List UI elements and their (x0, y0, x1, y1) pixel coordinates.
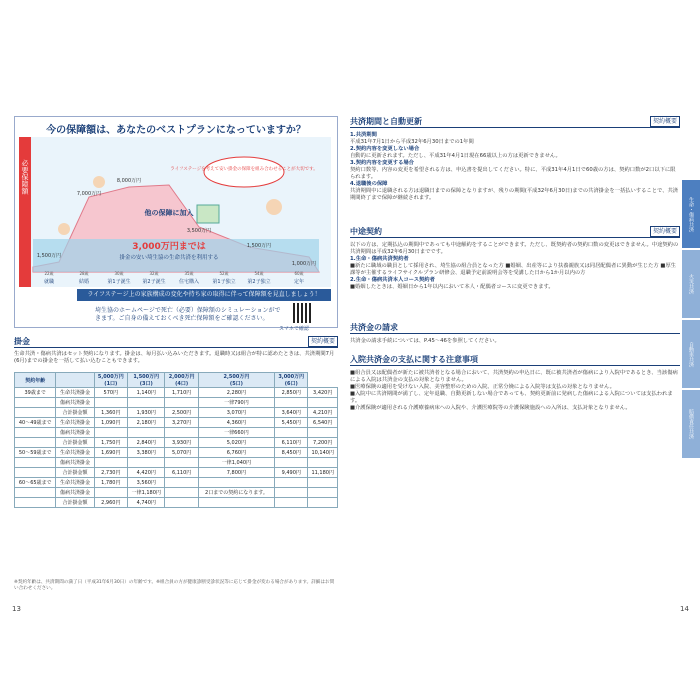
person-icon-1 (58, 223, 70, 235)
table-notes: ※契約年齢は、共済期間の満了日（平成31年6月30日）の年齢です。※組合員の方が健康診断受診状況等に応じて掛金が変わる場合があります。詳細はお問い合わせください。 (14, 580, 335, 591)
table-row (15, 408, 338, 418)
header-col-5: 3,000万円 (6口) (275, 373, 308, 388)
row-value: 3,420円 (308, 388, 338, 398)
section-kakekin (14, 336, 338, 348)
stage-label-4: 第2子誕生 (142, 279, 166, 285)
row-kind: 生命共済掛金 (56, 448, 94, 458)
stage-label-2: 結婚 (78, 279, 90, 285)
value-label-5: 1,500万円 (246, 243, 272, 249)
period-h4: 4.退職後の保障 (350, 181, 388, 187)
row-value: 3,930円 (165, 438, 198, 448)
row-age (15, 498, 56, 508)
row-value: 1,360円 (94, 408, 127, 418)
speech-bubble (204, 157, 284, 187)
table-row (15, 458, 338, 468)
row-value: 4,360円 (198, 418, 274, 428)
left-page (8, 110, 340, 615)
row-value: 6,540円 (308, 418, 338, 428)
section-cancel-title: 中途契約 (350, 227, 382, 236)
page-number-left: 13 (12, 605, 21, 613)
row-age: 60〜65歳まで (15, 478, 56, 488)
row-value: 3,640円 (275, 408, 308, 418)
page-number-right: 14 (680, 605, 689, 613)
cancel-p1: 以下の方は、定期払込の期間中であっても中途解約をすることができます。ただし、既契約者の契約口数の変更はできません。中途契約の共済期間は平成32年6月30日までです。 (350, 242, 679, 255)
row-value (128, 458, 165, 468)
row-value: 2,180円 (128, 418, 165, 428)
claim-text: 共済金の請求手続については、P.45〜46を参照してください。 (350, 338, 500, 344)
simulation-note: 埼生協のホームページで死亡（必要）保障額のシミュレーションができます。ご自身の備えておくべき死亡保障額をご確認ください。 (95, 307, 281, 322)
row-age (15, 488, 56, 498)
age-label-4: 32歳 (149, 271, 159, 276)
hosp-p4: ■介護保険が適用される介護療養病床への入院や、介護医療院等の介護保険施設への入所は、支払対象となりません。 (350, 405, 631, 411)
row-value (308, 398, 338, 408)
row-value: 1,780円 (94, 478, 127, 488)
row-kind: 生命共済掛金 (56, 478, 94, 488)
hero-title: 今の保障額は、あなたのベストプランになっていますか？ (46, 125, 306, 136)
age-label-7: 54歳 (254, 271, 264, 276)
row-age (15, 458, 56, 468)
row-value (165, 488, 198, 498)
table-header-row (15, 373, 338, 388)
row-value: 2,730円 (94, 468, 127, 478)
row-value: 6,110円 (165, 468, 198, 478)
row-age: 40〜49歳まで (15, 418, 56, 428)
side-tab-life[interactable]: 生命・傷病共済 (682, 180, 700, 248)
row-kind: 傷病共済掛金 (56, 428, 94, 438)
life-stage-banner: ライフステージ上の家族構成の変化や持ち家の取得に伴って保障額を見直しましょう！ (77, 289, 331, 301)
row-value (275, 428, 308, 438)
qr-code-icon[interactable] (293, 303, 313, 323)
row-value: 5,070円 (165, 448, 198, 458)
side-tab-fire[interactable]: 火災共済 (682, 250, 700, 318)
row-value (275, 478, 308, 488)
row-value: 2,850円 (275, 388, 308, 398)
row-value: 11,180円 (308, 468, 338, 478)
period-h1: 1.共済期間 (350, 132, 377, 138)
stage-label-1: 就職 (43, 279, 55, 285)
row-value: 2,960円 (94, 498, 127, 508)
cancel-h3: 2.生命・傷病共済本人コース契約者 (350, 277, 435, 283)
period-p1: 平成31年7月1日から平成32年6月30日までの1年間 (350, 139, 474, 145)
kakekin-text: 生命共済・傷病共済はセット契約になります。掛金は、毎月払い込みいただきます。退職時又は組合が特に認めたときは、共済期間7月(6月)までの掛金を一括して払い込むこともできます。 (14, 351, 335, 364)
row-value: 1,140円 (128, 388, 165, 398)
row-kind: 合計掛金額 (56, 468, 94, 478)
life-stage-svg (19, 137, 331, 287)
cancel-p2: ■新たに職域の職員として採用され、埼生協の組合員となった方 ■婚姻、出産等により扶養親族又は同居配偶者に異動が生じた方 ■厚生課等が主催するライフサイクルプラン研修会、退職予定前説明会等を受講した日から1か月以内の方 (350, 263, 676, 276)
row-value: 一律1,040円 (198, 458, 274, 468)
header-kind (56, 373, 94, 388)
row-age (15, 398, 56, 408)
row-value (308, 498, 338, 508)
table-row (15, 428, 338, 438)
woman-figure-icon (266, 199, 282, 215)
period-h2: 2.契約内容を変更しない場合 (350, 146, 420, 152)
speech-text: ライフステージを考えて安い掛金の保障を組み合わせることが大切です。 (170, 167, 318, 172)
section-claim-title: 共済金の請求 (350, 323, 398, 332)
row-value: 1,710円 (165, 388, 198, 398)
amount-3000-label: 3,000万円までは (132, 242, 206, 252)
row-value: 2,840円 (128, 438, 165, 448)
period-p2: 自動的に更新されます。ただし、平成31年4月1日現在66歳以上の方は更新できません。 (350, 153, 561, 159)
age-label-6: 52歳 (219, 271, 229, 276)
row-value: 7,200円 (308, 438, 338, 448)
row-value (94, 458, 127, 468)
hosp-p2: ■医療保険の適用を受けない入院、美容整形のための入院、正常分娩による入院等は支払の対象となりません。 (350, 384, 615, 390)
row-value: 570円 (94, 388, 127, 398)
row-value (94, 488, 127, 498)
row-age (15, 408, 56, 418)
cancel-h2: 1.生命・傷病共済契約者 (350, 256, 409, 262)
age-label-5: 35歳 (184, 271, 194, 276)
row-value (275, 398, 308, 408)
row-value (165, 478, 198, 488)
row-value (94, 398, 127, 408)
row-value (308, 488, 338, 498)
premium-table-body (15, 388, 338, 508)
row-kind: 合計掛金額 (56, 438, 94, 448)
qr-label: スマホで確認 (279, 326, 309, 332)
required-coverage-label: 必要保障額 (21, 159, 29, 195)
age-label-3: 30歳 (114, 271, 124, 276)
table-row (15, 468, 338, 478)
table-row (15, 498, 338, 508)
section-cancel (350, 226, 680, 238)
row-value (308, 428, 338, 438)
stage-labels (44, 278, 304, 285)
row-value (165, 398, 198, 408)
stage-label-8: 定年 (293, 279, 305, 285)
section-claim (350, 322, 680, 334)
table-row (15, 438, 338, 448)
header-col-1: 5,000万円 (1口) (94, 373, 127, 388)
age-label-1: 22歳 (44, 271, 54, 276)
table-row (15, 418, 338, 428)
row-kind: 傷病共済掛金 (56, 458, 94, 468)
row-value: 10,140円 (308, 448, 338, 458)
row-value (165, 458, 198, 468)
value-label-3: 8,000万円 (116, 178, 142, 184)
table-row (15, 448, 338, 458)
row-value (94, 428, 127, 438)
stage-label-6: 第1子独立 (212, 279, 236, 285)
row-kind: 生命共済掛金 (56, 418, 94, 428)
cancel-body (350, 242, 680, 291)
premium-table (14, 372, 338, 508)
row-value: 1,750円 (94, 438, 127, 448)
row-value (275, 458, 308, 468)
header-col-4: 2,500万円 (5口) (198, 373, 274, 388)
row-value (165, 498, 198, 508)
side-tab-liability[interactable]: 賠償責任共済 (682, 390, 700, 458)
period-p4: 共済期間中に退職される方は退職日までの保障となりますが、残りの期間(平成32年6月30日)までの共済掛金を一括払いすることで、共済期間終了まで保障が継続されます。 (350, 188, 679, 201)
stage-label-7: 第2子独立 (247, 279, 271, 285)
section-period-title: 共済期間と自動更新 (350, 117, 422, 126)
age-label-8: 60歳 (294, 271, 304, 276)
row-value (128, 398, 165, 408)
row-kind: 傷病共済掛金 (56, 488, 94, 498)
stage-label-5: 住宅購入 (178, 279, 200, 285)
table-row (15, 488, 338, 498)
section-kakekin-tag: 契約概要 (308, 336, 338, 347)
table-row (15, 398, 338, 408)
row-value: 3,380円 (128, 448, 165, 458)
row-value: 5,020円 (198, 438, 274, 448)
section-cancel-tag: 契約概要 (650, 226, 680, 237)
value-label-2: 7,000万円 (76, 191, 102, 197)
period-h3: 3.契約内容を変更する場合 (350, 160, 414, 166)
row-value: 4,420円 (128, 468, 165, 478)
amount-sub-label: 掛金の安い埼生協の生命共済を利用する (119, 255, 219, 261)
row-value: 1,090円 (94, 418, 127, 428)
house-icon (197, 205, 219, 223)
table-row (15, 478, 338, 488)
header-age: 契約年齢 (15, 373, 56, 388)
row-value: 4,210円 (308, 408, 338, 418)
row-value (308, 478, 338, 488)
value-label-6: 1,000万円 (291, 261, 317, 267)
cancel-p3: ■婚姻したときは、婚姻日から1年以内において本人・配偶者コースに変更できます。 (350, 284, 554, 290)
row-value (198, 498, 274, 508)
section-period-tag: 契約概要 (650, 116, 680, 127)
life-stage-chart (19, 137, 331, 287)
best-plan-panel (14, 116, 338, 332)
row-value: 一律1,180円 (128, 488, 165, 498)
row-value: 9,490円 (275, 468, 308, 478)
row-value: 6,110円 (275, 438, 308, 448)
side-tab-auto[interactable]: 自動車共済 (682, 320, 700, 388)
row-value (128, 428, 165, 438)
row-value: 2,280円 (198, 388, 274, 398)
row-value: 2,500円 (165, 408, 198, 418)
row-age (15, 468, 56, 478)
section-hosp-title: 入院共済金の支払に関する注意事項 (350, 355, 478, 364)
hosp-body (350, 370, 680, 412)
row-value: 6,760円 (198, 448, 274, 458)
value-label-4: 3,500万円 (186, 228, 212, 234)
row-value: 4,740円 (128, 498, 165, 508)
row-value: 3,070円 (198, 408, 274, 418)
row-age (15, 438, 56, 448)
row-value: 3,560円 (128, 478, 165, 488)
row-kind: 傷病共済掛金 (56, 398, 94, 408)
section-period (350, 116, 680, 128)
row-kind: 合計掛金額 (56, 408, 94, 418)
row-value: 2口までの契約になります。 (198, 488, 274, 498)
row-value: 7,800円 (198, 468, 274, 478)
row-value (275, 498, 308, 508)
row-value (198, 478, 274, 488)
row-value (165, 428, 198, 438)
row-age: 50〜59歳まで (15, 448, 56, 458)
stage-label-3: 第1子誕生 (107, 279, 131, 285)
table-row (15, 388, 338, 398)
row-value: 3,270円 (165, 418, 198, 428)
other-coverage-label: 他の保障に加入 (144, 209, 194, 217)
header-col-2: 1,500万円 (3口) (128, 373, 165, 388)
value-label-1: 1,500万円 (36, 253, 62, 259)
row-value: 1,930円 (128, 408, 165, 418)
row-value: 一律660円 (198, 428, 274, 438)
period-p3: 契約口数等、内容の変更を希望される方は、申込書を提出してください。特に、平成31年4月1日で60歳の方は、契約口数が2口以下に限られます。 (350, 167, 676, 180)
row-value (275, 488, 308, 498)
row-age (15, 428, 56, 438)
period-body (350, 132, 680, 202)
row-value: 一律790円 (198, 398, 274, 408)
section-hosp (350, 354, 680, 366)
row-kind: 合計掛金額 (56, 498, 94, 508)
row-value: 8,450円 (275, 448, 308, 458)
header-col-3: 2,000万円 (4口) (165, 373, 198, 388)
section-kakekin-title: 掛金 (14, 337, 30, 346)
right-page (350, 110, 680, 615)
row-kind: 生命共済掛金 (56, 388, 94, 398)
hosp-p1: ■組合員又は配偶者が新たに被共済者となる場合において、共済契約の申込日に、既に被共済者が傷病により入院中であるとき、当該傷病による入院は共済金の支払の対象となりません。 (350, 370, 678, 383)
row-value: 1,690円 (94, 448, 127, 458)
age-label-2: 28歳 (79, 271, 89, 276)
row-value (308, 458, 338, 468)
family-icon (93, 176, 105, 188)
row-age: 39歳まで (15, 388, 56, 398)
row-value: 5,450円 (275, 418, 308, 428)
hosp-p3: ■入院中に共済期間が満了し、定年退職、自動更新しない場合であっても、契約更新前に発病した傷病による入院については支払われます。 (350, 391, 673, 404)
